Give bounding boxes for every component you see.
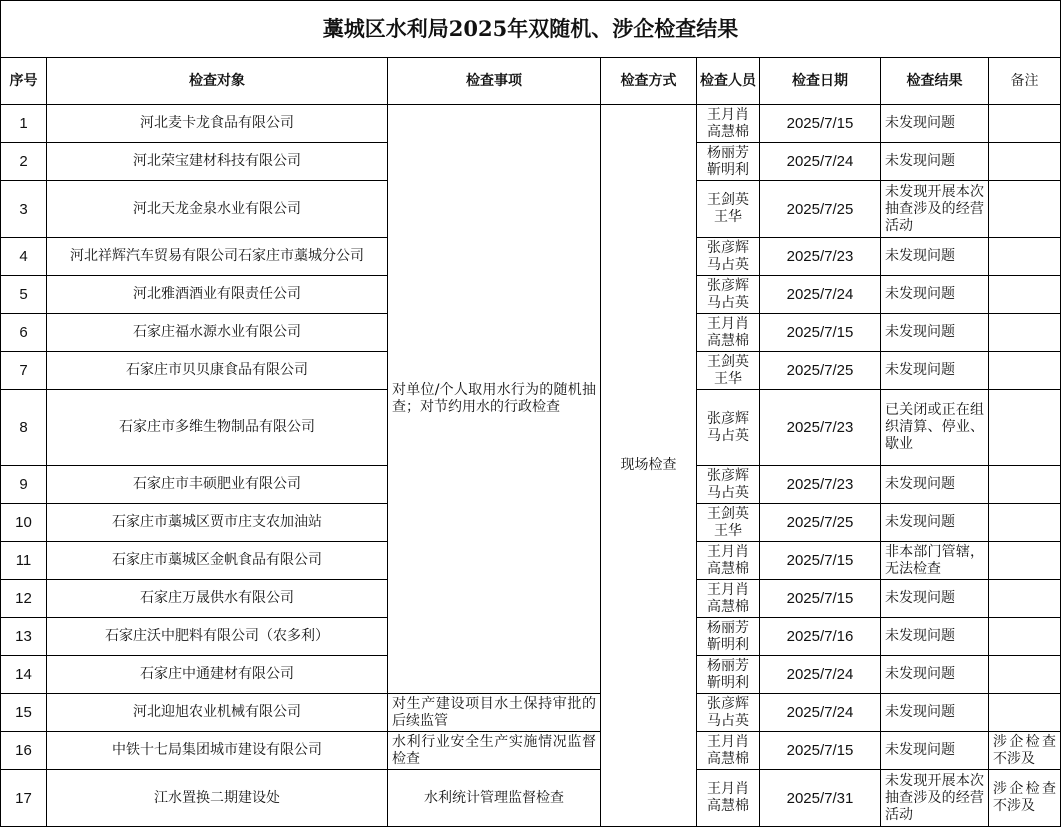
cell-result: 未发现问题 bbox=[881, 504, 989, 542]
cell-inspectors bbox=[697, 504, 760, 542]
inspector-name: 靳明利 bbox=[707, 636, 749, 653]
cell-remark bbox=[989, 694, 1061, 732]
header-row bbox=[1, 58, 1061, 105]
cell-remark bbox=[989, 390, 1061, 466]
cell-item-soil-conservation: 对生产建设项目水土保持审批的后续监管 bbox=[388, 694, 601, 732]
cell-remark bbox=[989, 314, 1061, 352]
header-method: 检查方式 bbox=[601, 58, 697, 105]
cell-remark bbox=[989, 352, 1061, 390]
cell-method: 现场检查 bbox=[601, 105, 697, 827]
cell-result: 未发现问题 bbox=[881, 466, 989, 504]
cell-date: 2025/7/15 bbox=[760, 580, 881, 618]
cell-result: 未发现问题 bbox=[881, 618, 989, 656]
cell-seq: 2 bbox=[1, 143, 47, 181]
cell-seq: 16 bbox=[1, 732, 47, 770]
inspector-name: 杨丽芳 bbox=[707, 144, 749, 161]
inspector-name: 王华 bbox=[714, 522, 742, 539]
inspector-name: 马占英 bbox=[707, 427, 749, 444]
cell-inspectors bbox=[697, 770, 760, 827]
inspector-name: 高慧棉 bbox=[707, 332, 749, 349]
cell-seq: 9 bbox=[1, 466, 47, 504]
inspector-name: 张彦辉 bbox=[707, 277, 749, 294]
cell-inspectors bbox=[697, 352, 760, 390]
cell-date: 2025/7/23 bbox=[760, 466, 881, 504]
inspector-name: 王华 bbox=[714, 209, 742, 225]
cell-inspectors bbox=[697, 143, 760, 181]
cell-remark bbox=[989, 542, 1061, 580]
inspector-name: 马占英 bbox=[707, 294, 749, 311]
cell-seq: 4 bbox=[1, 238, 47, 276]
cell-result: 未发现开展本次抽查涉及的经营活动 bbox=[881, 181, 989, 238]
cell-target: 中铁十七局集团城市建设有限公司 bbox=[47, 732, 388, 770]
cell-inspectors bbox=[697, 238, 760, 276]
cell-result: 未发现问题 bbox=[881, 732, 989, 770]
cell-result: 已关闭或正在组织清算、停业、歇业 bbox=[881, 390, 989, 466]
cell-inspectors bbox=[697, 390, 760, 466]
cell-target: 石家庄市多维生物制品有限公司 bbox=[47, 390, 388, 466]
table-row bbox=[1, 694, 1061, 732]
cell-result: 未发现问题 bbox=[881, 352, 989, 390]
inspector-name: 靳明利 bbox=[707, 674, 749, 691]
cell-item-safety: 水利行业安全生产实施情况监督检查 bbox=[388, 732, 601, 770]
cell-remark bbox=[989, 276, 1061, 314]
cell-target: 石家庄中通建材有限公司 bbox=[47, 656, 388, 694]
inspector-name: 王月肖 bbox=[707, 315, 749, 332]
cell-remark bbox=[989, 105, 1061, 143]
cell-remark bbox=[989, 618, 1061, 656]
inspector-name: 高慧棉 bbox=[707, 598, 749, 615]
cell-target: 石家庄市藁城区贾市庄支农加油站 bbox=[47, 504, 388, 542]
cell-inspectors bbox=[697, 181, 760, 238]
cell-seq: 6 bbox=[1, 314, 47, 352]
cell-remark bbox=[989, 143, 1061, 181]
inspector-name: 高慧棉 bbox=[707, 560, 749, 577]
cell-date: 2025/7/15 bbox=[760, 732, 881, 770]
inspector-name: 王剑英 bbox=[707, 505, 749, 522]
cell-target: 河北迎旭农业机械有限公司 bbox=[47, 694, 388, 732]
cell-target: 石家庄万晟供水有限公司 bbox=[47, 580, 388, 618]
table-row bbox=[1, 770, 1061, 827]
cell-date: 2025/7/15 bbox=[760, 542, 881, 580]
cell-inspectors bbox=[697, 618, 760, 656]
cell-date: 2025/7/25 bbox=[760, 181, 881, 238]
cell-date: 2025/7/24 bbox=[760, 656, 881, 694]
cell-seq: 7 bbox=[1, 352, 47, 390]
cell-seq: 17 bbox=[1, 770, 47, 827]
inspector-name: 王剑英 bbox=[707, 353, 749, 370]
cell-target: 河北祥辉汽车贸易有限公司石家庄市藁城分公司 bbox=[47, 238, 388, 276]
inspector-name: 王月肖 bbox=[707, 106, 749, 123]
inspector-name: 杨丽芳 bbox=[707, 657, 749, 674]
cell-date: 2025/7/25 bbox=[760, 352, 881, 390]
inspector-name: 王华 bbox=[714, 370, 742, 387]
cell-inspectors bbox=[697, 105, 760, 143]
cell-inspectors bbox=[697, 694, 760, 732]
cell-date: 2025/7/24 bbox=[760, 143, 881, 181]
cell-inspectors bbox=[697, 656, 760, 694]
cell-result: 未发现问题 bbox=[881, 314, 989, 352]
cell-date: 2025/7/24 bbox=[760, 694, 881, 732]
cell-date: 2025/7/15 bbox=[760, 314, 881, 352]
cell-target: 河北荣宝建材科技有限公司 bbox=[47, 143, 388, 181]
cell-seq: 8 bbox=[1, 390, 47, 466]
page-title: 藁城区水利局2025年双随机、涉企检查结果 bbox=[1, 1, 1061, 58]
cell-date: 2025/7/25 bbox=[760, 504, 881, 542]
inspector-name: 马占英 bbox=[707, 712, 749, 729]
inspector-name: 马占英 bbox=[707, 256, 749, 273]
cell-remark bbox=[989, 238, 1061, 276]
cell-seq: 1 bbox=[1, 105, 47, 143]
inspector-name: 王月肖 bbox=[707, 781, 749, 797]
title-row bbox=[1, 1, 1061, 58]
cell-date: 2025/7/24 bbox=[760, 276, 881, 314]
cell-seq: 12 bbox=[1, 580, 47, 618]
cell-result: 未发现问题 bbox=[881, 580, 989, 618]
cell-result: 未发现问题 bbox=[881, 656, 989, 694]
cell-inspectors bbox=[697, 314, 760, 352]
table-row bbox=[1, 732, 1061, 770]
inspector-name: 高慧棉 bbox=[707, 123, 749, 140]
inspector-name: 王月肖 bbox=[707, 581, 749, 598]
cell-item-statistics: 水利统计管理监督检查 bbox=[388, 770, 601, 827]
cell-date: 2025/7/31 bbox=[760, 770, 881, 827]
inspector-name: 高慧棉 bbox=[707, 798, 749, 814]
cell-date: 2025/7/23 bbox=[760, 238, 881, 276]
inspector-name: 王剑英 bbox=[707, 192, 749, 208]
cell-remark bbox=[989, 580, 1061, 618]
cell-target: 石家庄市贝贝康食品有限公司 bbox=[47, 352, 388, 390]
cell-date: 2025/7/16 bbox=[760, 618, 881, 656]
cell-remark bbox=[989, 181, 1061, 238]
cell-target: 江水置换二期建设处 bbox=[47, 770, 388, 827]
cell-target: 石家庄市藁城区金帆食品有限公司 bbox=[47, 542, 388, 580]
inspector-name: 张彦辉 bbox=[707, 695, 749, 712]
cell-target: 石家庄市丰硕肥业有限公司 bbox=[47, 466, 388, 504]
inspector-name: 张彦辉 bbox=[707, 410, 749, 427]
cell-result: 未发现问题 bbox=[881, 105, 989, 143]
cell-target: 河北天龙金泉水业有限公司 bbox=[47, 181, 388, 238]
inspector-name: 王月肖 bbox=[707, 543, 749, 560]
header-target: 检查对象 bbox=[47, 58, 388, 105]
cell-target: 石家庄沃中肥料有限公司（农多利） bbox=[47, 618, 388, 656]
inspector-name: 张彦辉 bbox=[707, 239, 749, 256]
cell-result: 未发现问题 bbox=[881, 694, 989, 732]
cell-seq: 15 bbox=[1, 694, 47, 732]
header-remark: 备注 bbox=[989, 58, 1061, 105]
cell-remark: 涉企检查不涉及 bbox=[989, 770, 1061, 827]
cell-inspectors bbox=[697, 276, 760, 314]
cell-remark: 涉企检查不涉及 bbox=[989, 732, 1061, 770]
cell-inspectors bbox=[697, 580, 760, 618]
cell-date: 2025/7/23 bbox=[760, 390, 881, 466]
cell-target: 河北雅酒酒业有限责任公司 bbox=[47, 276, 388, 314]
cell-remark bbox=[989, 504, 1061, 542]
inspector-name: 马占英 bbox=[707, 484, 749, 501]
cell-date: 2025/7/15 bbox=[760, 105, 881, 143]
cell-seq: 13 bbox=[1, 618, 47, 656]
cell-inspectors bbox=[697, 466, 760, 504]
header-result: 检查结果 bbox=[881, 58, 989, 105]
inspector-name: 王月肖 bbox=[707, 733, 749, 750]
header-item: 检查事项 bbox=[388, 58, 601, 105]
cell-target: 石家庄福水源水业有限公司 bbox=[47, 314, 388, 352]
cell-target: 河北麦卡龙食品有限公司 bbox=[47, 105, 388, 143]
cell-result: 未发现问题 bbox=[881, 143, 989, 181]
cell-seq: 11 bbox=[1, 542, 47, 580]
header-seq: 序号 bbox=[1, 58, 47, 105]
cell-remark bbox=[989, 656, 1061, 694]
cell-inspectors bbox=[697, 542, 760, 580]
header-date: 检查日期 bbox=[760, 58, 881, 105]
inspector-name: 高慧棉 bbox=[707, 750, 749, 767]
cell-inspectors bbox=[697, 732, 760, 770]
cell-remark bbox=[989, 466, 1061, 504]
cell-result: 非本部门管辖，无法检查 bbox=[881, 542, 989, 580]
cell-result: 未发现问题 bbox=[881, 238, 989, 276]
inspector-name: 靳明利 bbox=[707, 161, 749, 178]
table-row bbox=[1, 105, 1061, 143]
cell-seq: 5 bbox=[1, 276, 47, 314]
cell-seq: 14 bbox=[1, 656, 47, 694]
cell-result: 未发现开展本次抽查涉及的经营活动 bbox=[881, 770, 989, 827]
inspector-name: 杨丽芳 bbox=[707, 619, 749, 636]
cell-item-water-use: 对单位/个人取用水行为的随机抽查；对节约用水的行政检查 bbox=[388, 105, 601, 694]
cell-seq: 10 bbox=[1, 504, 47, 542]
cell-seq: 3 bbox=[1, 181, 47, 238]
cell-result: 未发现问题 bbox=[881, 276, 989, 314]
inspector-name: 张彦辉 bbox=[707, 467, 749, 484]
header-inspectors: 检查人员 bbox=[697, 58, 760, 105]
